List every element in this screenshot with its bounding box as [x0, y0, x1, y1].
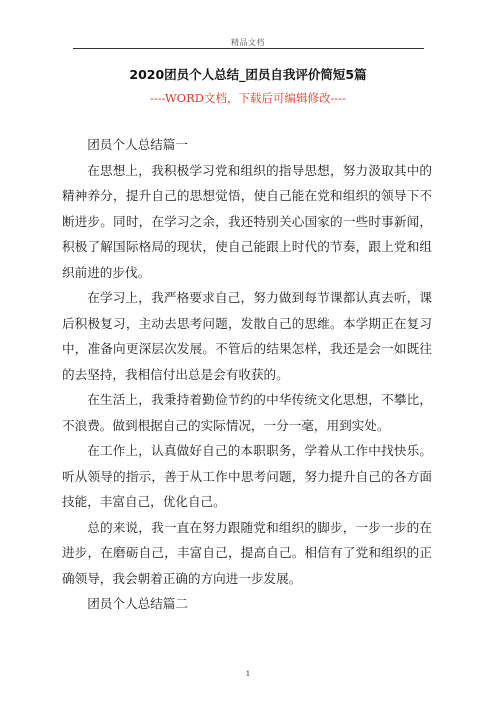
page-header-label: 精品文档	[231, 38, 265, 47]
header-divider	[73, 48, 424, 49]
document-subtitle: ----WORD文档，下载后可编辑修改----	[149, 91, 347, 105]
body-paragraph: 在生活上，我秉持着勤俭节约的中华传统文化思想，不攀比，不浪费。做到根据自己的实际情况，一分一毫，用到实处。	[62, 392, 432, 433]
section-heading: 团员个人总结篇一	[87, 137, 188, 152]
document-title: 2020团员个人总结_团员自我评价简短5篇	[129, 67, 367, 82]
page-number: 1	[245, 669, 251, 678]
body-paragraph: 总的来说，我一直在努力跟随党和组织的脚步，一步一步的在进步，在磨砺自己，丰富自己，提高自己。相信有了党和组织的正确领导，我会朝着正确的方向进一步发展。	[62, 519, 432, 586]
document-body	[62, 132, 432, 617]
body-paragraph: 在工作上，认真做好自己的本职职务，学着从工作中找快乐。听从领导的指示，善于从工作中思考问题，努力提升自己的各方面技能，丰富自己，优化自己。	[62, 443, 432, 509]
section-heading: 团员个人总结篇二	[87, 596, 188, 611]
body-paragraph: 在学习上，我严格要求自己，努力做到每节课都认真去听，课后积极复习，主动去思考问题，发散自己的思维。本学期正在复习中，准备向更深层次发展。不管后的结果怎样，我还是会一如既往的去坚持，我相信付出总是会有收获的。	[62, 290, 432, 382]
body-paragraph: 在思想上，我积极学习党和组织的指导思想，努力汲取其中的精神养分，提升自己的思想觉悟，使自己能在党和组织的领导下不断进步。同时，在学习之余，我还特别关心国家的一些时事新闻，积极了解国际格局的现状，使自己能跟上时代的节奏，跟上党和组织前进的步伐。	[62, 162, 432, 280]
